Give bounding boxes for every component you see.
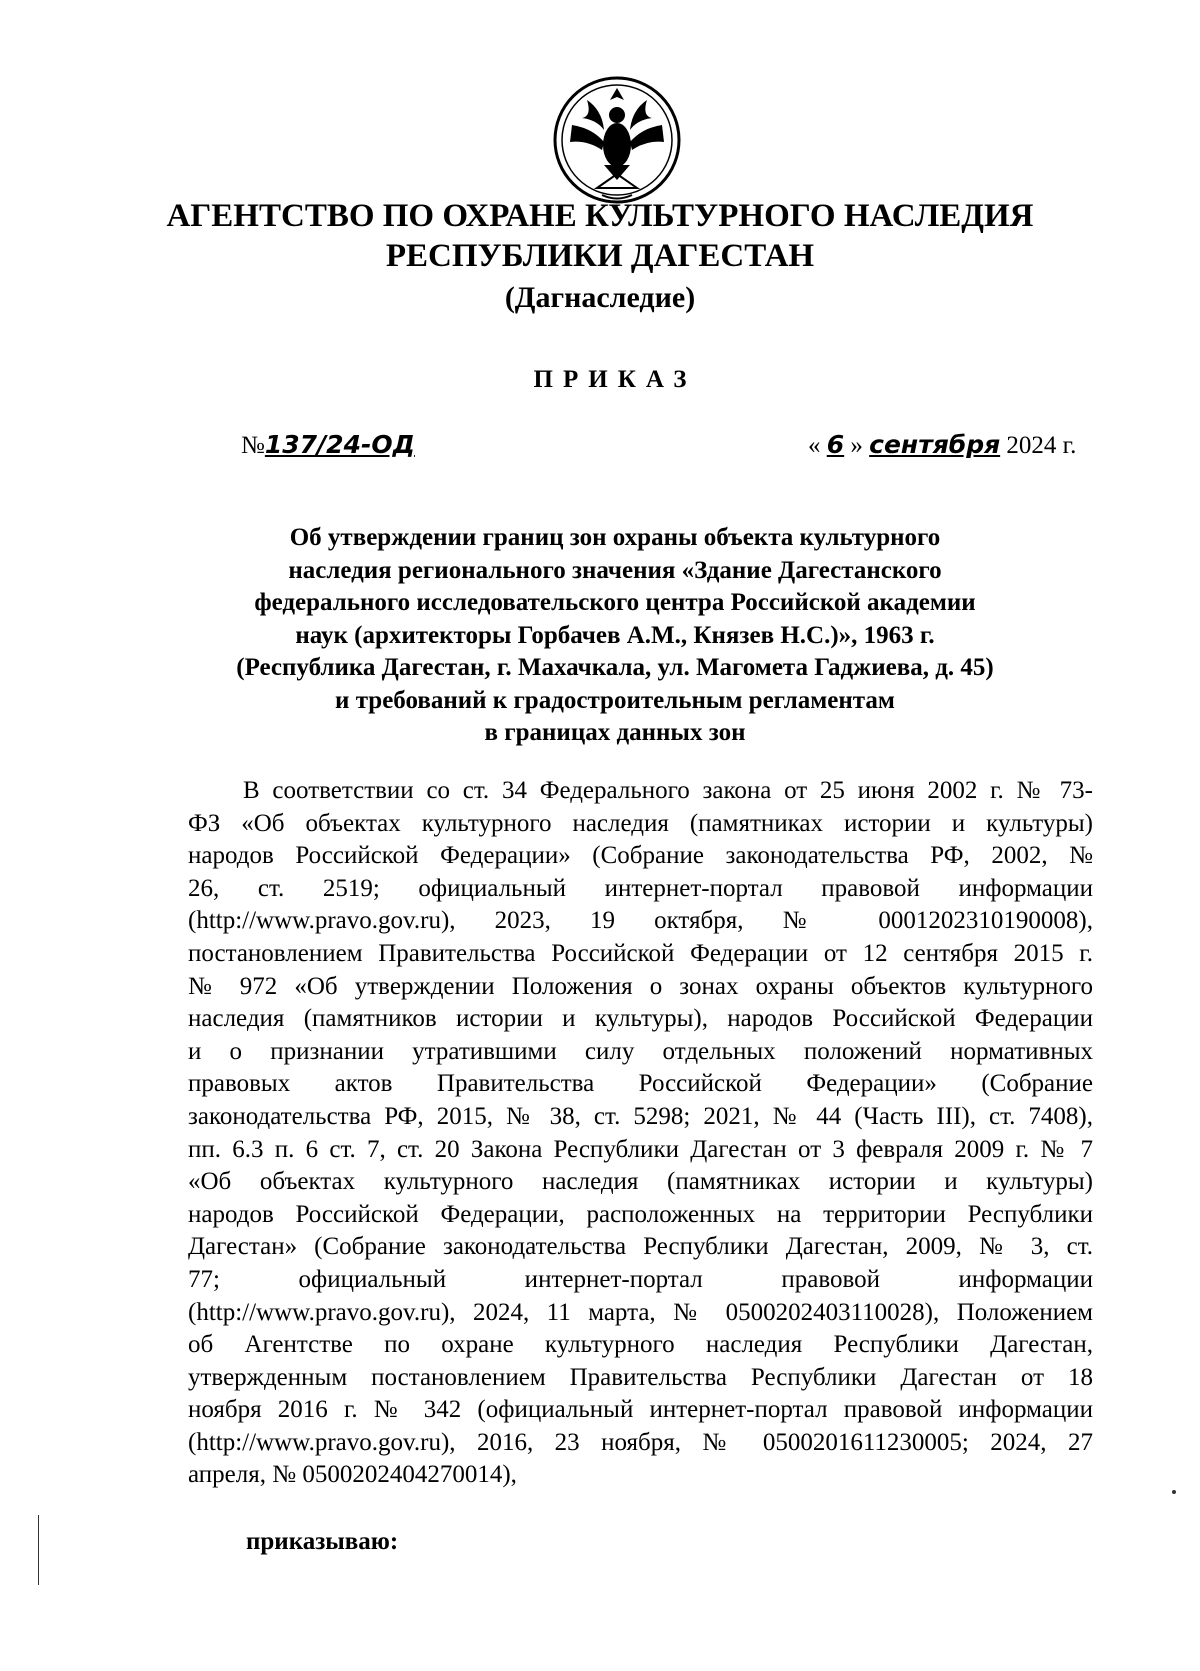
body-paragraph [188,775,1093,1492]
date-month-handwritten: сентября [869,430,1001,459]
body-line: В соответствии со ст. 34 Федерального закона от 25 июня 2002 г. № 73- [243,777,1093,804]
body-line: народов Российской Федерации» (Собрание законодательства РФ, 2002, № [188,842,1093,870]
document-type-title: ПРИКАЗ [533,366,697,393]
date-close-quote: » [850,432,863,459]
scan-artifact [1172,1490,1176,1494]
order-subject [150,522,1080,750]
subject-line: наук (архитекторы Горбачев А.М., Князев Н.С.)», 1963 г. [295,621,935,649]
body-line: постановлением Правительства Российской Федерации от 12 сентября 2015 г. [188,939,1093,967]
subject-line: федерального исследовательского центра Российской академии [254,589,976,616]
order-number-handwritten: 137/24-ОД [264,430,415,459]
subject-line: и требований к градостроительным регламентам [335,686,895,714]
dagestan-coat-of-arms-icon [542,70,692,210]
subject-line: в границах данных зон [484,719,746,746]
organization-name-line-2: РЕСПУБЛИКИ ДАГЕСТАН [385,238,815,274]
organization-abbreviation: (Дагнаследие) [504,281,696,314]
body-line: пп. 6.3 п. 6 ст. 7, ст. 20 Закона Республики Дагестан от 3 февраля 2009 г. № 7 [188,1135,1093,1163]
body-line: об Агентстве по охране культурного наследия Республики Дагестан, [188,1331,1093,1359]
organization-name-line-1: АГЕНТСТВО ПО ОХРАНЕ КУЛЬТУРНОГО НАСЛЕДИЯ [166,198,1034,234]
body-line: ФЗ «Об объектах культурного наследия (памятниках истории и культуры) [188,809,1093,837]
subject-line: наследия регионального значения «Здание Дагестанского [288,556,942,584]
body-line: Дагестан» (Собрание законодательства Республики Дагестан, 2009, № 3, ст. [188,1233,1093,1261]
subject-line: (Республика Дагестан, г. Махачкала, ул. Магомета Гаджиева, д. 45) [236,654,994,681]
body-line: наследия (памятников истории и культуры), народов Российской Федерации [188,1005,1093,1033]
body-line: апреля, № 0500202404270014), [188,1461,517,1489]
scan-artifact [38,1515,39,1585]
body-line: и о признании утратившими силу отдельных положений нормативных [188,1037,1093,1065]
body-line: 26, ст. 2519; официальный интернет-портал правовой информации [188,874,1093,902]
order-date [808,430,1076,460]
body-line: (http://www.pravo.gov.ru), 2024, 11 марта, № 0500202403110028), Положением [188,1298,1093,1326]
date-open-quote: « [808,432,821,459]
organization-name [0,196,1200,318]
body-line: утвержденным постановлением Правительства Республики Дагестан от 18 [188,1363,1093,1391]
order-number [241,430,415,460]
body-line: законодательства РФ, 2015, № 38, ст. 5298; 2021, № 44 (Часть III), ст. 7408), [188,1102,1093,1130]
body-line: народов Российской Федерации, расположенных на территории Республики [188,1200,1093,1228]
date-year: 2024 г. [1006,432,1077,459]
body-line: «Об объектах культурного наследия (памятниках истории и культуры) [188,1168,1093,1196]
body-line: ноября 2016 г. № 342 (официальный интернет-портал правовой информации [188,1396,1093,1424]
order-number-prefix: № [241,432,265,459]
body-line: 77; официальный интернет-портал правовой информации [188,1265,1093,1293]
subject-line: Об утверждении границ зон охраны объекта культурного [289,524,941,551]
body-line: правовых актов Правительства Российской Федерации» (Собрание [188,1070,1093,1098]
body-line: № 972 «Об утверждении Положения о зонах охраны объектов культурного [188,972,1093,1000]
date-day-handwritten: 6 [826,430,845,459]
body-line: (http://www.pravo.gov.ru), 2016, 23 ноября, № 0500201611230005; 2024, 27 [188,1428,1093,1456]
body-line: (http://www.pravo.gov.ru), 2023, 19 октября, № 0001202310190008), [188,907,1093,935]
order-verb: приказываю: [246,1528,399,1555]
